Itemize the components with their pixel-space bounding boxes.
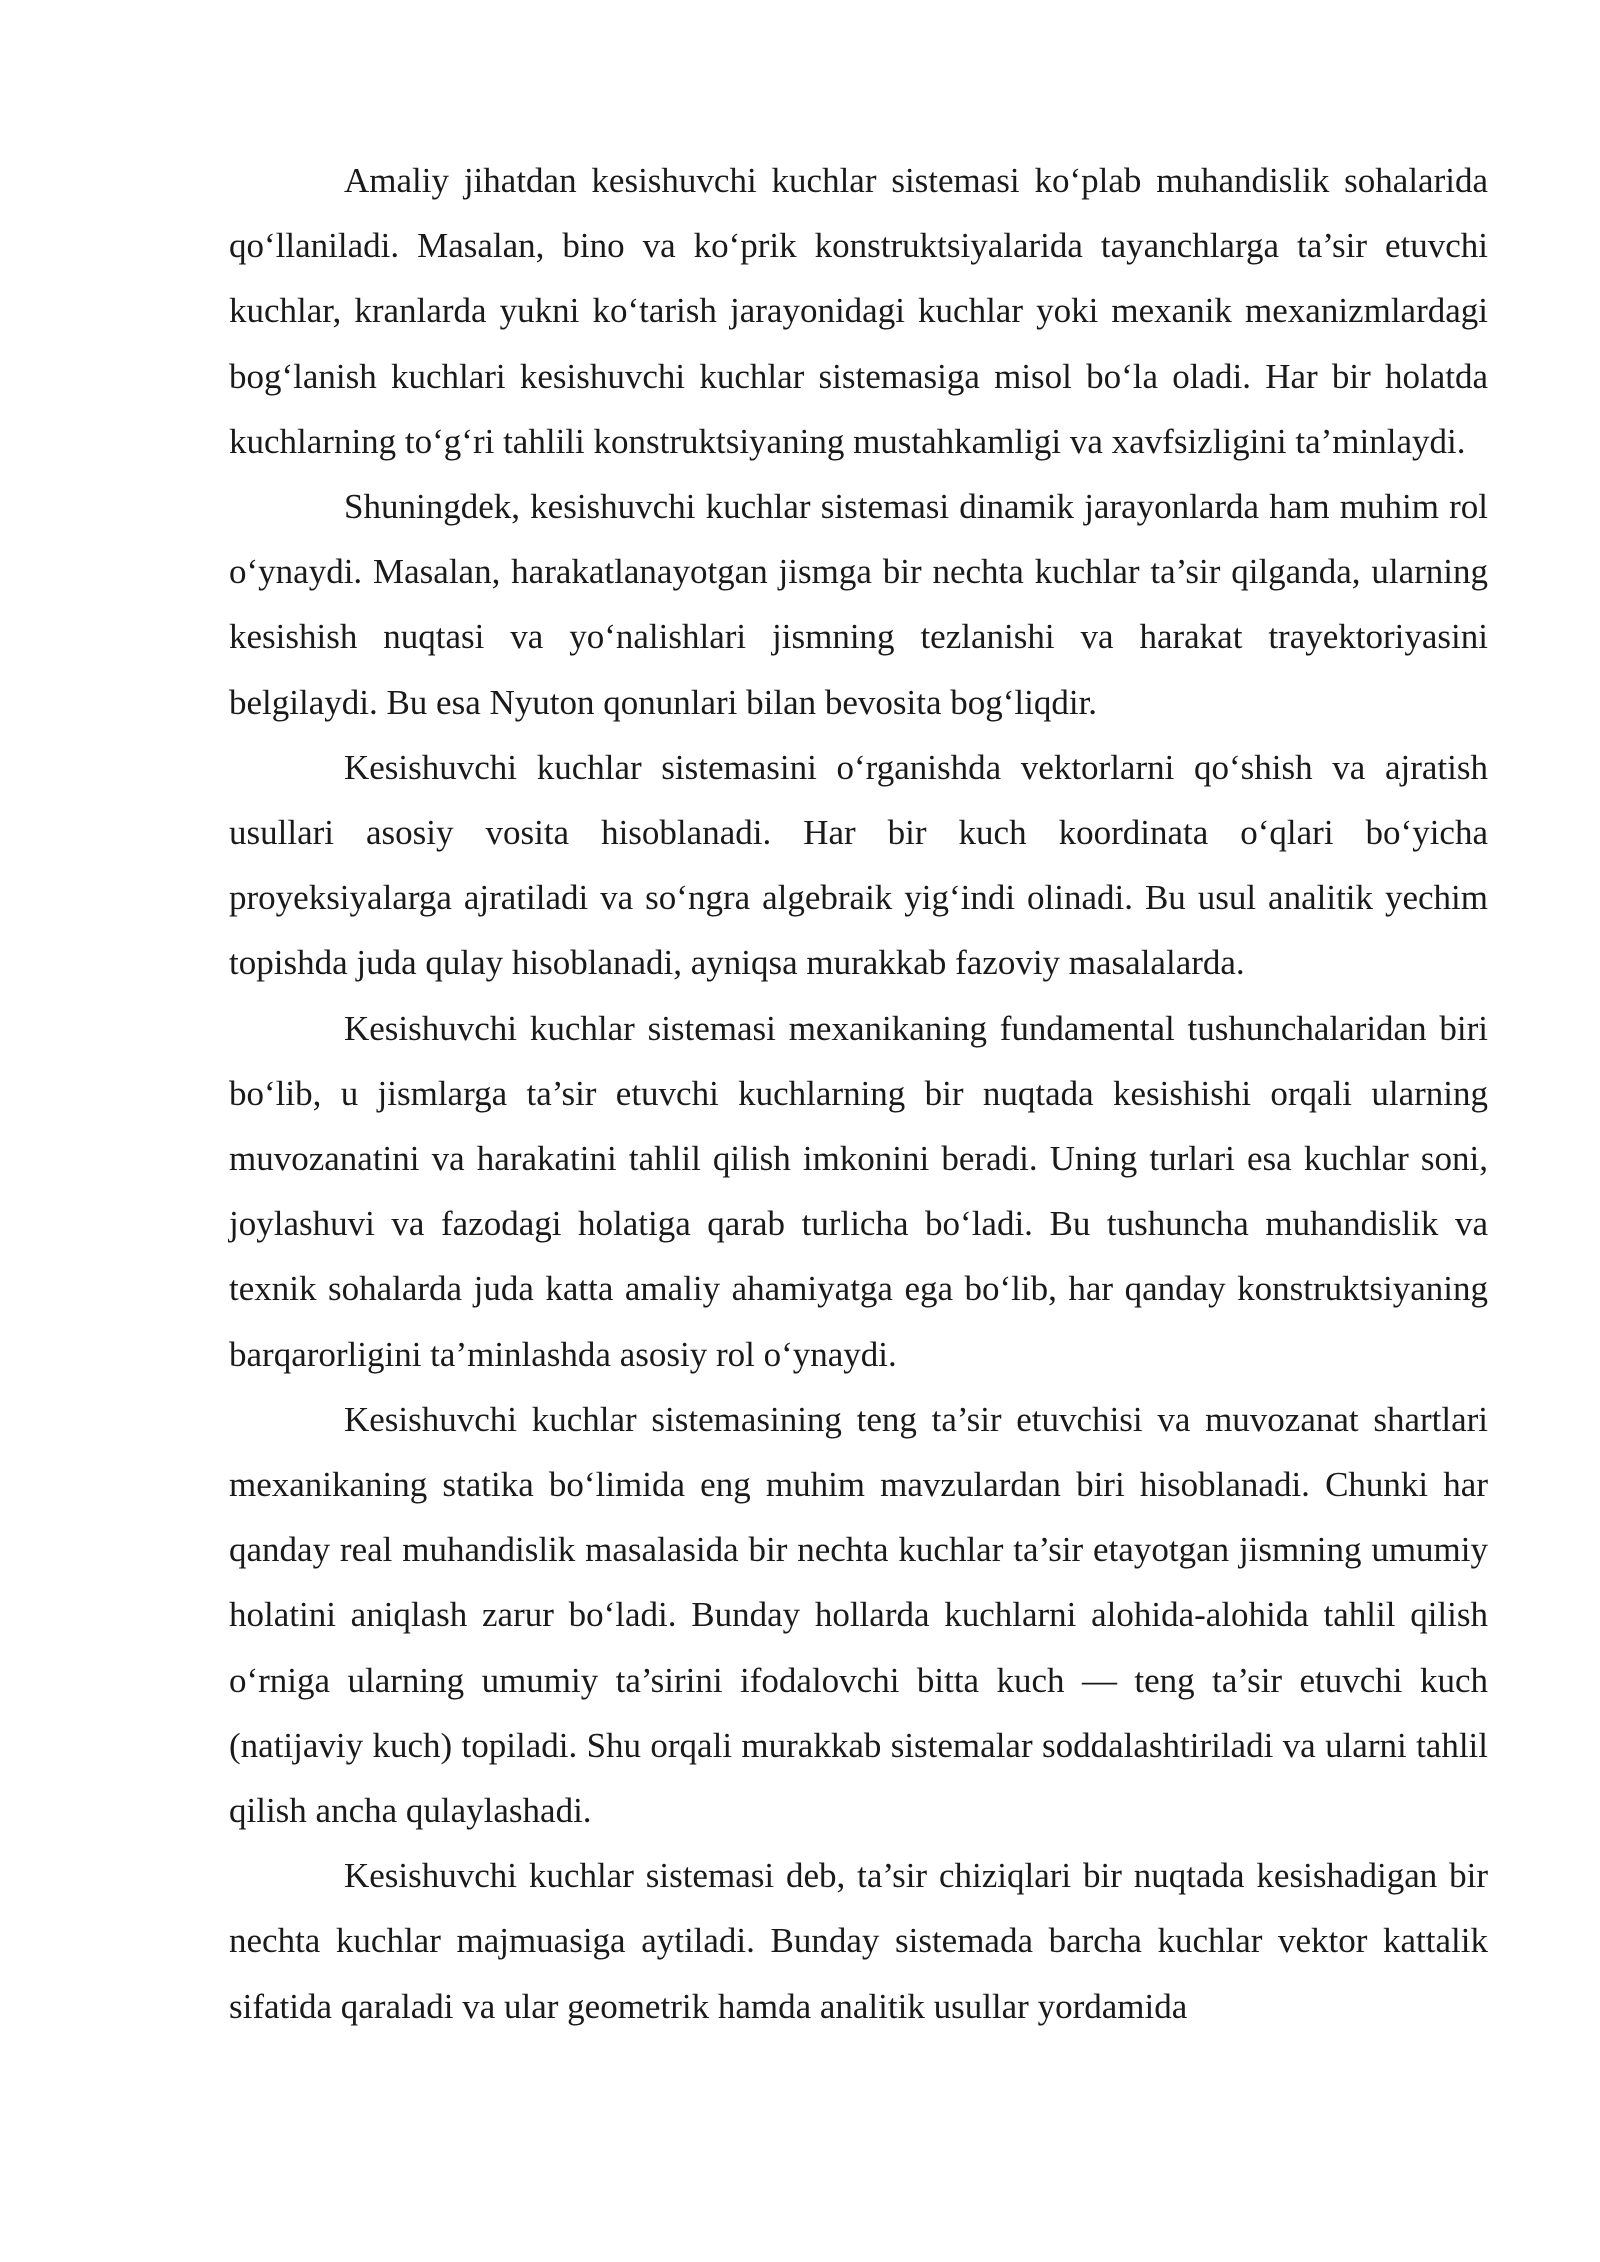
paragraph-vector-methods: Kesishuvchi kuchlar sistemasini o‘rganishda vektorlarni qo‘shish va ajratish usullari asosiy vosita hisoblanadi. Har bir kuch koordinata o‘qlari bo‘yicha proyeksiyalarga ajratiladi va so‘ngra algebraik yig‘indi olinadi. Bu usul analitik yechim topishda juda qulay hisoblanadi, ayniqsa murakkab fazoviy masalalarda. [229,747,1488,983]
paragraph-fundamentals: Kesishuvchi kuchlar sistemasi mexanikaning fundamental tushunchalaridan biri bo‘lib, u jismlarga ta’sir etuvchi kuchlarning bir nuqtada kesishishi orqali ularning muvozanatini va harakatini tahlil qilish imkonini beradi. Uning turlari esa kuchlar soni, joylashuvi va fazodagi holatiga qarab turlicha bo‘ladi. Bu tushuncha muhandislik va texnik sohalarda juda katta amaliy ahamiyatga ega bo‘lib, har qanday konstruktsiyaning barqarorligini ta’minlashda asosiy rol o‘ynaydi. [229,1008,1488,1374]
document-body [229,148,1488,2039]
paragraph-resultant: Kesishuvchi kuchlar sistemasining teng ta’sir etuvchisi va muvozanat shartlari mexanikaning statika bo‘limida eng muhim mavzulardan biri hisoblanadi. Chunki har qanday real muhandislik masalasida bir nechta kuchlar ta’sir etayotgan jismning umumiy holatini aniqlash zarur bo‘ladi. Bunday hollarda kuchlarni alohida-alohida tahlil qilish o‘rniga ularning umumiy ta’sirini ifodalovchi bitta kuch — teng ta’sir etuvchi kuch (natijaviy kuch) topiladi. Shu orqali murakkab sistemalar soddalashtiriladi va ularni tahlil qilish ancha qulaylashadi. [229,1399,1488,1831]
paragraph-applications: Amaliy jihatdan kesishuvchi kuchlar sistemasi ko‘plab muhandislik sohalarida qo‘llaniladi. Masalan, bino va ko‘prik konstruktsiyalarida tayanchlarga ta’sir etuvchi kuchlar, kranlarda yukni ko‘tarish jarayonidagi kuchlar yoki mexanik mexanizmlardagi bog‘lanish kuchlari kesishuvchi kuchlar sistemasiga misol bo‘la oladi. Har bir holatda kuchlarning to‘g‘ri tahlili konstruktsiyaning mustahkamligi va xavfsizligini ta’minlaydi. [229,161,1488,461]
paragraph-dynamics: Shuningdek, kesishuvchi kuchlar sistemasi dinamik jarayonlarda ham muhim rol o‘ynaydi. Masalan, harakatlanayotgan jismga bir nechta kuchlar ta’sir qilganda, ularning kesishish nuqtasi va yo‘nalishlari jismning tezlanishi va harakat trayektoriyasini belgilaydi. Bu esa Nyuton qonunlari bilan bevosita bog‘liqdir. [229,487,1488,722]
paragraph-definition: Kesishuvchi kuchlar sistemasi deb, ta’sir chiziqlari bir nuqtada kesishadigan bir nechta kuchlar majmuasiga aytiladi. Bunday sistemada barcha kuchlar vektor kattalik sifatida qaraladi va ular geometrik hamda analitik usullar yordamida [229,1856,1488,2026]
